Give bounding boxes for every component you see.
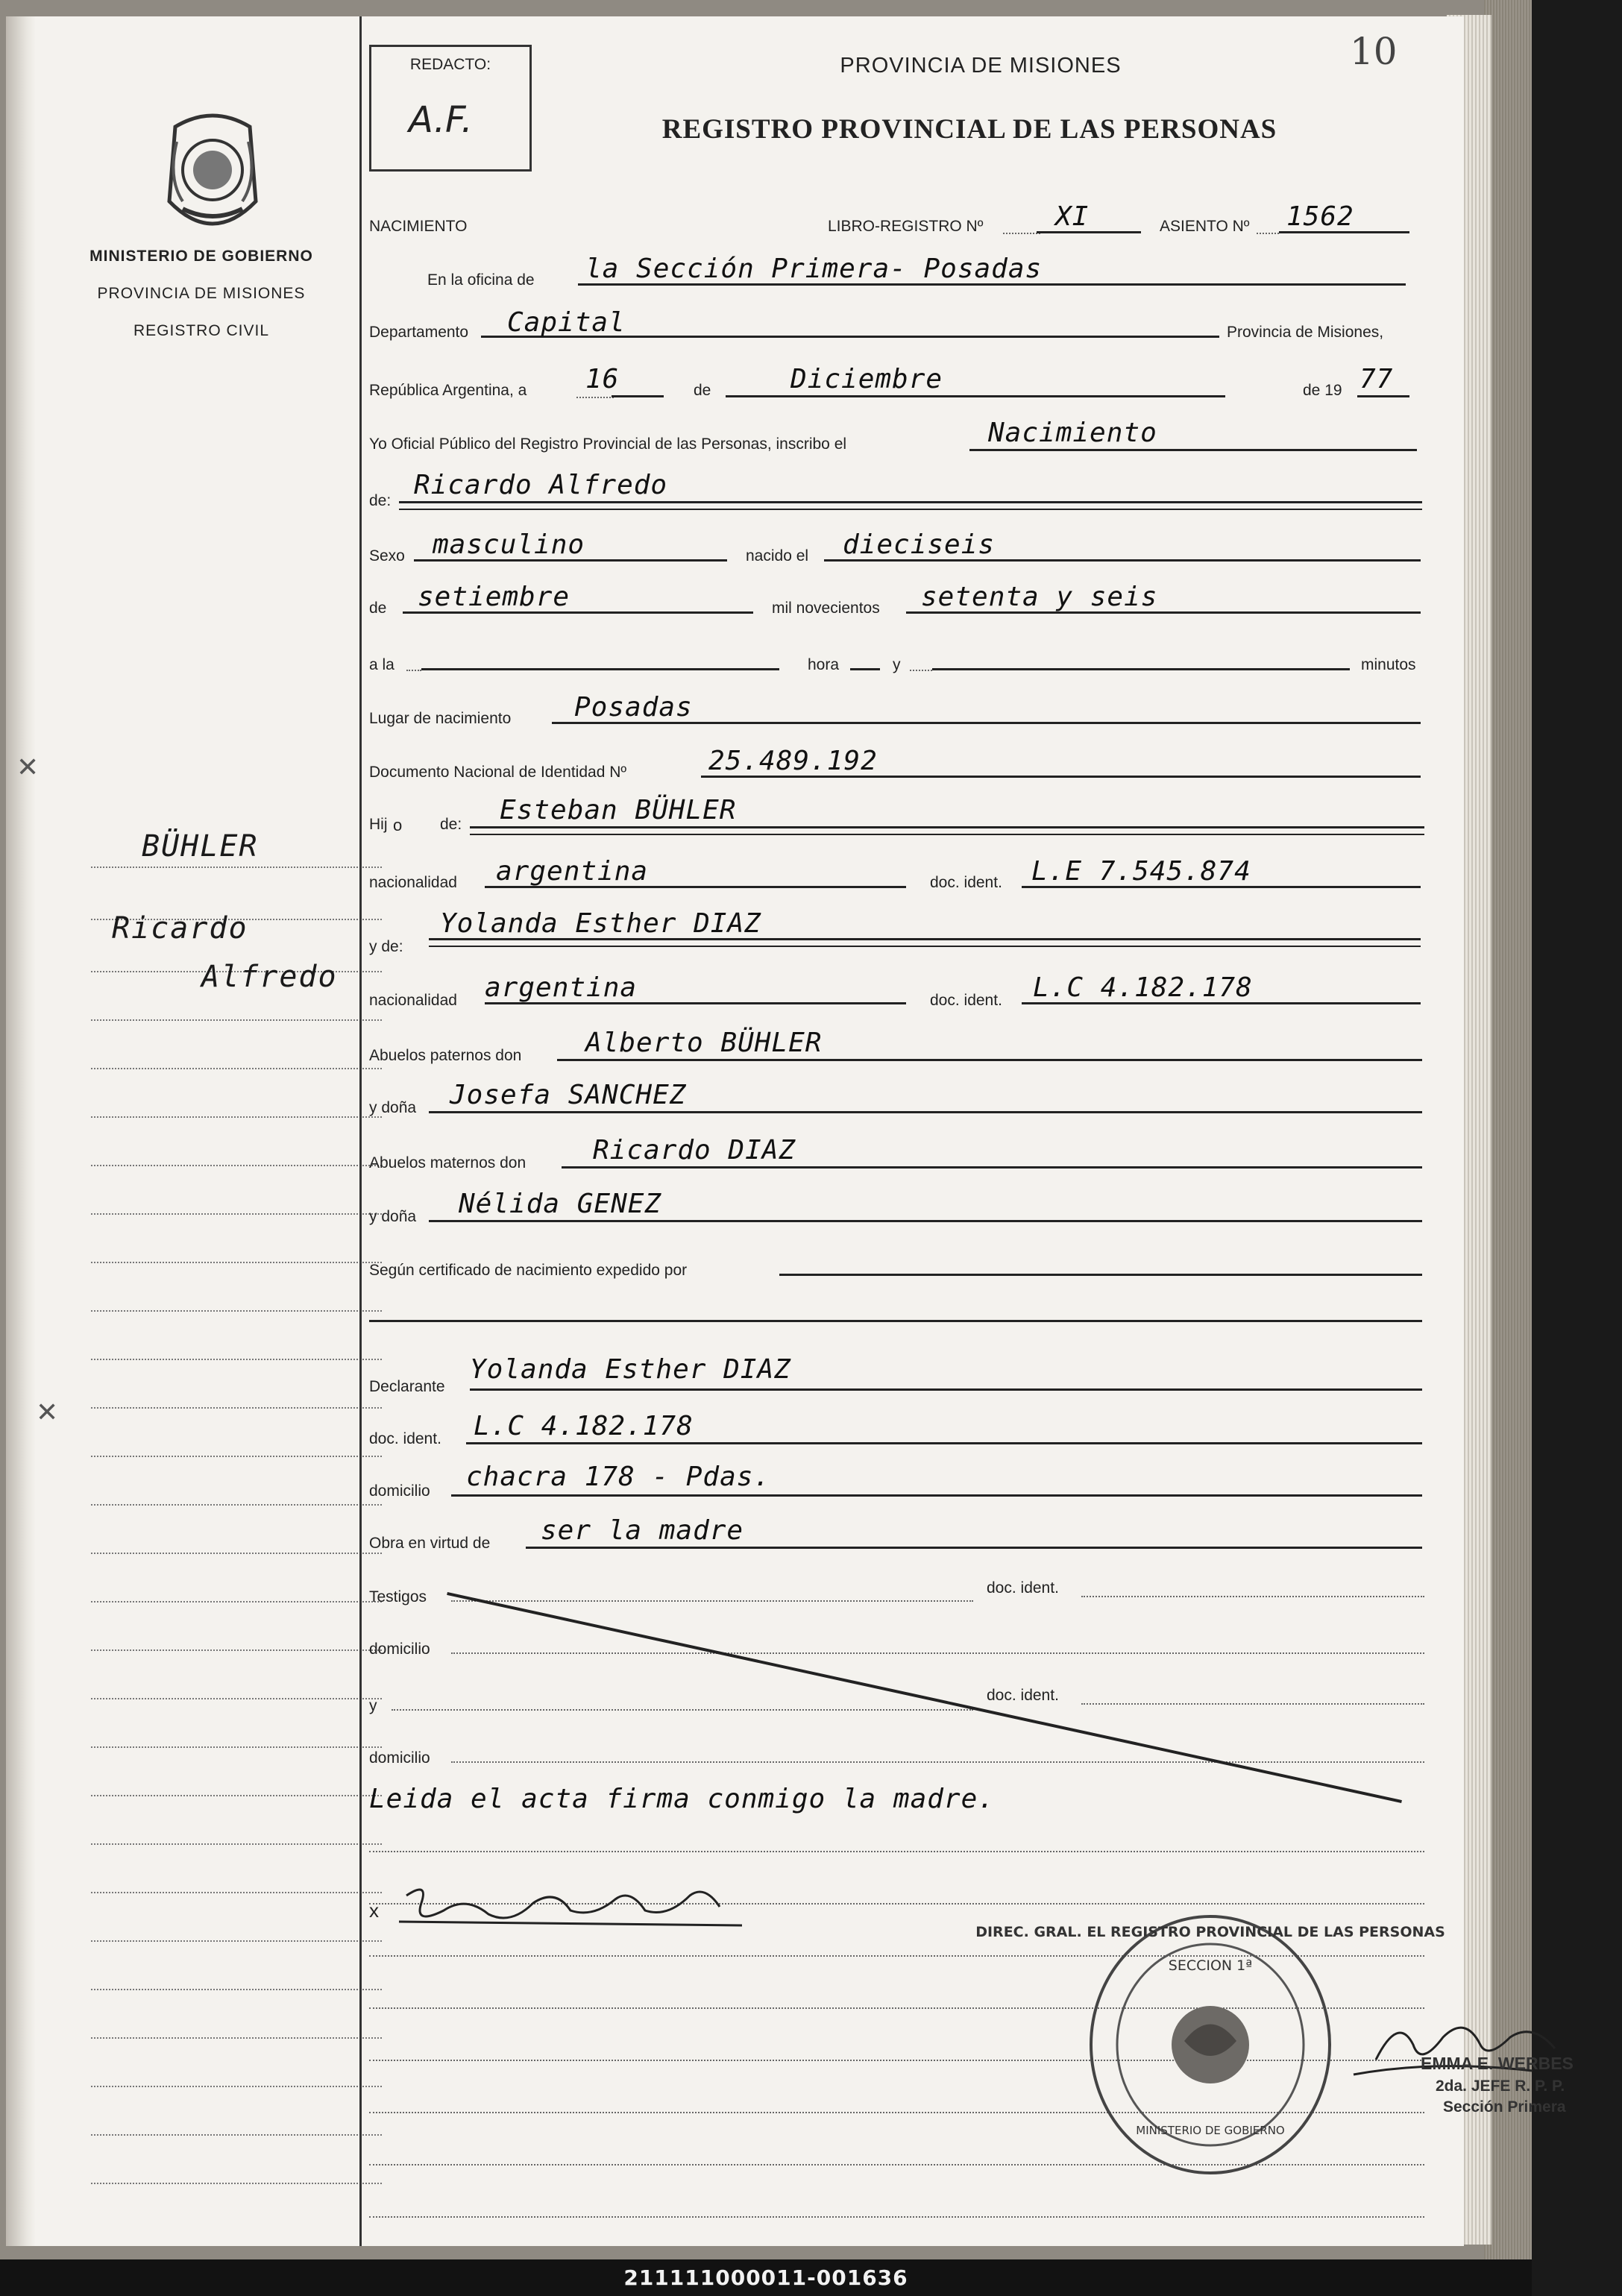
inscribo-line [969, 449, 1417, 451]
dia-line [612, 395, 664, 397]
obra-line [526, 1547, 1422, 1549]
declarante-label: Declarante [369, 1378, 445, 1395]
abuelo-pat-value: Alberto BÜHLER [585, 1028, 823, 1058]
margin-given-name-1: Ricardo [112, 911, 248, 946]
nacido-dia-value: dieciseis [843, 529, 996, 560]
madre-value: Yolanda Esther DIAZ [440, 908, 761, 939]
abuelo-mat-line [562, 1166, 1422, 1169]
margin-line [91, 1649, 382, 1651]
nacido-mes-value: setiembre [418, 582, 570, 612]
margin-line [91, 1601, 382, 1603]
oficial-label: Yo Oficial Público del Registro Provincial de las Personas, inscribo el [369, 435, 847, 453]
republica-label: República Argentina, a [369, 382, 527, 399]
hijo-suffix: o [393, 816, 403, 834]
margin-line [91, 1019, 382, 1021]
lugar-value: Posadas [574, 692, 693, 723]
birth-record-form [362, 16, 1574, 2246]
provincia-title: PROVINCIA DE MISIONES [97, 285, 306, 302]
test-dom2-label: domicilio [369, 1749, 430, 1767]
dni-label: Documento Nacional de Identidad Nº [369, 764, 627, 781]
margin-line [91, 1746, 382, 1748]
testigos-label: Testigos [369, 1588, 427, 1605]
jefe-nombre: EMMA E. WERBES [1421, 2054, 1574, 2073]
padre-doc-value: L.E 7.545.874 [1031, 856, 1251, 887]
anio-line [1357, 395, 1409, 397]
staple-icon: ✕ [16, 752, 40, 783]
madre-doc-value: L.C 4.182.178 [1033, 972, 1253, 1003]
dia-value: 16 [585, 364, 620, 394]
acta-type-label: NACIMIENTO [369, 218, 468, 235]
mes-line [726, 395, 1225, 397]
test-y-label: y [369, 1697, 377, 1714]
certificado-line [779, 1274, 1422, 1276]
provincia-suffix: Provincia de Misiones, [1227, 324, 1384, 341]
test-dom-label: domicilio [369, 1641, 430, 1658]
binding-gutter [6, 16, 36, 2246]
nacido-anio-value: setenta y seis [921, 582, 1158, 612]
padre-line [470, 826, 1424, 828]
libro-value: XI [1055, 201, 1090, 232]
domicilio-value: chacra 178 - Pdas. [466, 1462, 771, 1492]
decl-doc-label: doc. ident. [369, 1430, 441, 1447]
margin-line [91, 2086, 382, 2087]
leida-value: Leida el acta firma conmigo la madre. [369, 1784, 995, 1814]
margin-line [91, 1262, 382, 1263]
testigos-cross-out [447, 1592, 1402, 1803]
domicilio-label: domicilio [369, 1482, 430, 1500]
test-dom2-line [451, 1761, 1424, 1763]
margin-line [91, 1456, 382, 1457]
lugar-label: Lugar de nacimiento [369, 710, 512, 727]
de-nombre-label: de: [369, 492, 392, 509]
padre-nac-value: argentina [496, 856, 649, 887]
asiento-value: 1562 [1286, 201, 1354, 232]
seal-seccion-text: SECCION 1ª [1168, 1957, 1253, 1974]
dotted-line [910, 670, 932, 671]
oficina-value: la Sección Primera- Posadas [585, 254, 1043, 284]
blank-line [369, 2216, 1424, 2218]
abuelo-mat-value: Ricardo DIAZ [593, 1135, 796, 1166]
margin-line [91, 2037, 382, 2039]
test-doc2-label: doc. ident. [987, 1687, 1059, 1704]
test-doc-label: doc. ident. [987, 1579, 1059, 1597]
ministerio-title: MINISTERIO DE GOBIERNO [89, 248, 313, 265]
left-margin [45, 16, 358, 2246]
obra-value: ser la madre [541, 1515, 744, 1546]
decl-doc-line [466, 1442, 1422, 1444]
abuelos-pat-label: Abuelos paternos don [369, 1047, 522, 1064]
margin-line [91, 1068, 382, 1069]
provincial-crest-icon [160, 112, 265, 243]
margin-line [91, 1310, 382, 1312]
sexo-label: Sexo [369, 547, 405, 564]
nombre-line-2 [399, 509, 1422, 510]
dotted-line [1257, 233, 1279, 234]
declarante-line [470, 1388, 1422, 1391]
padre-value: Esteban BÜHLER [500, 795, 737, 825]
jefe-cargo: 2da. JEFE R. P. P. [1436, 2078, 1565, 2095]
staple-icon: ✕ [36, 1397, 59, 1428]
doc-label: doc. ident. [930, 874, 1002, 891]
madre-nac-value: argentina [485, 972, 638, 1003]
nacionalidad-label: nacionalidad [369, 874, 457, 891]
obra-label: Obra en virtud de [369, 1535, 491, 1552]
firma-x: x [369, 1899, 379, 1922]
mes-value: Diciembre [790, 364, 943, 394]
margin-surname: BÜHLER [142, 829, 259, 864]
firma-madre [384, 1873, 757, 1933]
margin-line [91, 866, 382, 868]
dotted-line [406, 670, 421, 671]
declarante-value: Yolanda Esther DIAZ [470, 1354, 791, 1385]
test-y-line [392, 1709, 973, 1711]
margin-line [91, 1892, 382, 1893]
hora-y-line [850, 668, 880, 670]
dni-value: 25.489.192 [708, 746, 878, 776]
y-label: y [893, 656, 901, 673]
blank-line [369, 1851, 1424, 1852]
margin-line [91, 2183, 382, 2184]
abuelos-mat-label: Abuelos maternos don [369, 1154, 526, 1171]
padre-line-2 [470, 834, 1424, 835]
jefe-seccion: Sección Primera [1443, 2098, 1566, 2116]
test-dom-line [451, 1652, 1424, 1654]
de-anio-label: de 19 [1303, 382, 1342, 399]
dotted-line [1003, 233, 1040, 234]
provincia-heading: PROVINCIA DE MISIONES [840, 54, 1122, 78]
abuelo-pat-line [557, 1059, 1422, 1061]
asiento-label: ASIENTO Nº [1160, 218, 1250, 235]
registro-heading: REGISTRO PROVINCIAL DE LAS PERSONAS [661, 114, 1277, 145]
margin-line [91, 1213, 382, 1215]
departamento-label: Departamento [369, 324, 469, 341]
margin-line [91, 1698, 382, 1699]
nombre-line [399, 501, 1422, 503]
dona-label: y doña [369, 1099, 417, 1116]
madre-line-2 [429, 946, 1421, 947]
margin-given-name-2: Alfredo [201, 960, 338, 994]
minutos-line [932, 668, 1350, 670]
margin-line [91, 1553, 382, 1554]
image-id-footer: 211111000011-001636 [0, 2259, 1532, 2296]
doc2-label: doc. ident. [930, 992, 1002, 1009]
inscribo-value: Nacimiento [988, 418, 1157, 448]
margin-line [91, 1504, 382, 1506]
certificado-line-2 [369, 1320, 1422, 1322]
firma-oficial [1331, 2015, 1622, 2127]
sexo-value: masculino [433, 529, 585, 560]
margin-line [91, 1165, 382, 1166]
departamento-value: Capital [507, 307, 626, 338]
margin-line [91, 1116, 382, 1118]
nacionalidad2-label: nacionalidad [369, 992, 457, 1009]
margin-line [91, 1795, 382, 1796]
hora-line [421, 668, 779, 670]
abuela-mat-value: Nélida GENEZ [459, 1189, 662, 1219]
certificado-label: Según certificado de nacimiento expedido por [369, 1262, 688, 1279]
margin-line [91, 1940, 382, 1942]
de-mes-label: de [369, 600, 387, 617]
oficina-label: En la oficina de [427, 271, 535, 289]
abuela-mat-line [429, 1220, 1422, 1222]
seal-ring-text: DIREC. GRAL. EL REGISTRO PROVINCIAL DE LAS PERSONAS [975, 1924, 1445, 1940]
test-doc2-line [1081, 1703, 1424, 1705]
minutos-label: minutos [1361, 656, 1416, 673]
decl-doc-value: L.C 4.182.178 [474, 1411, 694, 1441]
hijo-de-label: de: [440, 816, 462, 833]
margin-line [91, 1407, 382, 1409]
hijo-label: Hij [369, 816, 388, 833]
nombre-value: Ricardo Alfredo [414, 470, 668, 500]
redacto-label: REDACTO: [409, 56, 491, 73]
a-la-label: a la [369, 656, 395, 673]
test-doc-line [1081, 1596, 1424, 1597]
y-de-label: y de: [369, 938, 403, 955]
anio-value: 77 [1359, 364, 1394, 394]
registro-civil-title: REGISTRO CIVIL [133, 322, 270, 339]
margin-line [91, 1843, 382, 1845]
dotted-line [576, 397, 614, 398]
redacto-value: A.F. [409, 99, 473, 141]
domicilio-line [451, 1494, 1422, 1497]
dona2-label: y doña [369, 1208, 417, 1225]
seal-ministerio-text: MINISTERIO DE GOBIERNO [1136, 2124, 1285, 2137]
testigos-line [451, 1600, 973, 1602]
abuela-pat-line [429, 1111, 1422, 1113]
de-label: de [694, 382, 711, 399]
abuela-pat-value: Josefa SANCHEZ [450, 1080, 687, 1110]
hora-label: hora [808, 656, 840, 673]
redacto-box [369, 45, 532, 172]
nacido-label: nacido el [746, 547, 809, 564]
registro-seal-icon [975, 1910, 1445, 2179]
libro-label: LIBRO-REGISTRO Nº [828, 218, 984, 235]
margin-line [91, 1359, 382, 1360]
margin-line [91, 1989, 382, 1990]
folio-number: 10 [1350, 30, 1398, 73]
mil-label: mil novecientos [772, 600, 880, 617]
margin-line [91, 2134, 382, 2136]
